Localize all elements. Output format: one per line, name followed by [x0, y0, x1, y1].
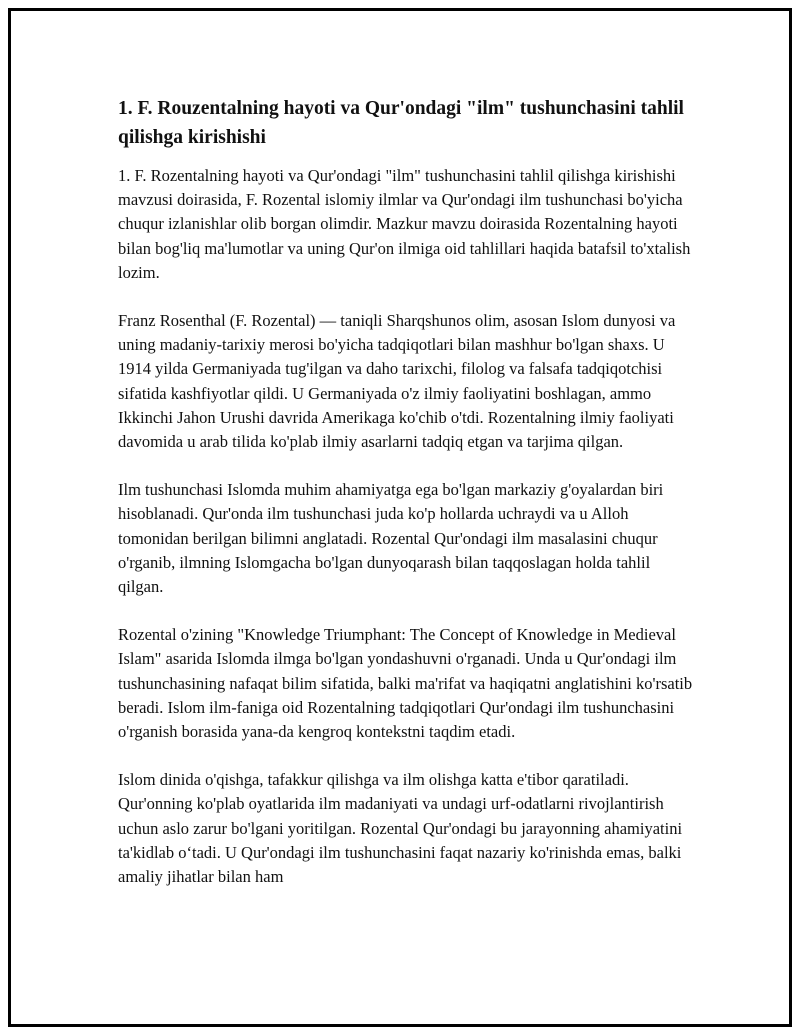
paragraph-islam-education: Islom dinida o'qishga, tafakkur qilishga va ilm olishga katta e'tibor qaratiladi. Qur'onning ko'plab oyatlarida ilm madaniyati va undagi urf-odatlarni rivojlantirish uchun aslo zarur bo'lgani yoritilgan. Rozental Qur'ondagi bu jarayonning ahamiyatini ta'kidlab o‘tadi. U Qur'ondagi ilm tushunchasini faqat nazariy ko'rinishda emas, balki amaliy jihatlar bilan ham: [118, 770, 683, 887]
document-body: [118, 94, 693, 913]
document-heading: 1. F. Rouzentalning hayoti va Qur'ondagi "ilm" tushunchasini tahlil qilishga kirishishi: [118, 98, 684, 148]
paragraph-knowledge-triumphant: Rozental o'zining "Knowledge Triumphant: The Concept of Knowledge in Medieval Islam" asarida Islomda ilmga bo'lgan yondashuvni o'rganadi. Unda u Qur'ondagi ilm tushunchasining nafaqat bilim sifatida, balki ma'rifat va haqiqatni anglatishini ko'rsatib beradi. Islom ilm-faniga oid Rozentalning tadqiqotlari Qur'ondagi ilm tushunchasini o'rganish borasida yana-da kengroq kontekstni taqdim etadi.: [118, 625, 693, 742]
paragraph-intro: 1. F. Rozentalning hayoti va Qur'ondagi "ilm" tushunchasini tahlil qilishga kirishishi mavzusi doirasida, F. Rozental islomiy ilmlar va Qur'ondagi ilm tushunchasi bo'yicha chuqur izlanishlar olib borgan olimdir. Mazkur mavzu doirasida Rozentalning hayoti bilan bog'liq ma'lumotlar va uning Qur'on ilmiga oid tahlillari haqida batafsil to'xtalish lozim.: [118, 166, 691, 282]
paragraph-biography: Franz Rosenthal (F. Rozental) — taniqli Sharqshunos olim, asosan Islom dunyosi va uning madaniy-tarixiy merosi bo'yicha tadqiqotlari bilan mashhur bo'lgan shaxs. U 1914 yilda Germaniyada tug'ilgan va daho tarixchi, filolog va falsafa tadqiqotchisi sifatida kashfiyotlar qildi. U Germaniyada o'z ilmiy faoliyatini boshlagan, ammo Ikkinchi Jahon Urushi davrida Amerikaga ko'chib o'tdi. Rozentalning ilmiy faoliyati davomida u arab tilida ko'plab ilmiy asarlarni tadqiq etgan va tarjima qilgan.: [118, 311, 676, 452]
paragraph-ilm-concept: Ilm tushunchasi Islomda muhim ahamiyatga ega bo'lgan markaziy g'oyalardan biri hisoblanadi. Qur'onda ilm tushunchasi juda ko'p hollarda uchraydi va u Alloh tomonidan berilgan bilimni anglatadi. Rozental Qur'ondagi ilm masalasini chuqur o'rganib, ilmning Islomgacha bo'lgan dunyoqarash bilan taqqoslagan holda tahlil qilgan.: [118, 480, 664, 597]
